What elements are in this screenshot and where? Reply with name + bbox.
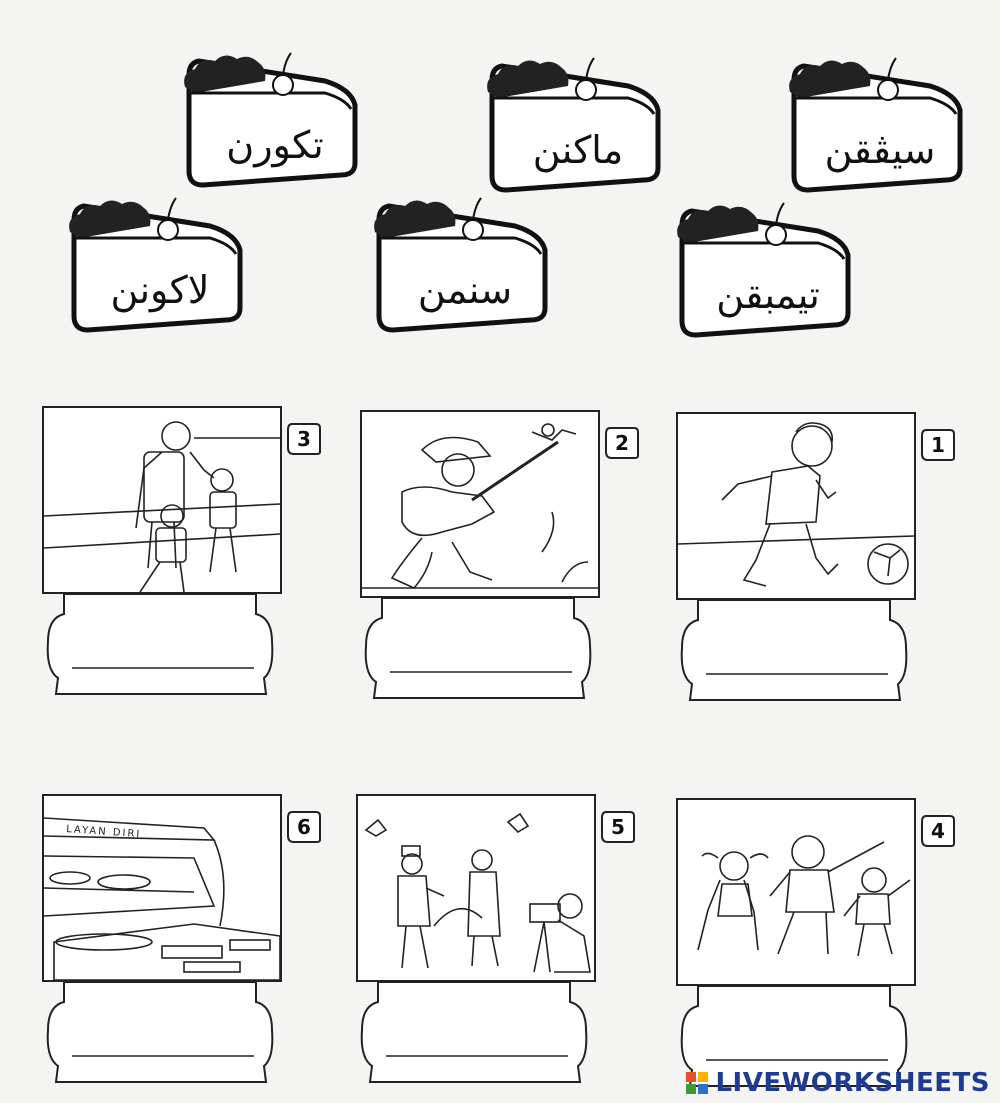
question-number: 5 bbox=[611, 815, 625, 839]
picture-frame bbox=[42, 406, 282, 594]
word-card-cake[interactable] bbox=[780, 50, 970, 200]
word-card-cake[interactable] bbox=[175, 45, 365, 195]
children-exercising-illustration bbox=[678, 800, 914, 984]
word-label: تكورن bbox=[226, 123, 324, 167]
question-number: 6 bbox=[297, 815, 311, 839]
word-label: ماكنن bbox=[532, 128, 624, 172]
picture-card bbox=[42, 406, 311, 706]
answer-box bbox=[42, 592, 282, 696]
word-label: لاكونن bbox=[110, 268, 210, 312]
answer-input[interactable] bbox=[702, 650, 896, 678]
picture-frame bbox=[676, 798, 916, 986]
answer-box bbox=[356, 980, 596, 1084]
filming-scene-illustration bbox=[358, 796, 594, 980]
picture-frame bbox=[356, 794, 596, 982]
answer-box bbox=[42, 980, 282, 1084]
cake-icon bbox=[668, 195, 858, 345]
answer-input[interactable] bbox=[68, 644, 262, 672]
brand-text: LIVEWORKSHEETS bbox=[715, 1068, 990, 1098]
picture-card bbox=[42, 794, 311, 1094]
teacher-children-illustration bbox=[44, 408, 280, 592]
question-number-badge bbox=[920, 428, 956, 462]
question-number-badge bbox=[600, 810, 636, 844]
question-number: 2 bbox=[615, 431, 629, 455]
sign-text: LAYAN DIRI bbox=[65, 824, 142, 841]
question-number-badge bbox=[920, 814, 956, 848]
question-number-badge bbox=[286, 810, 322, 844]
question-number-badge bbox=[604, 426, 640, 460]
cake-icon bbox=[365, 190, 555, 340]
food-counter-illustration bbox=[44, 796, 280, 980]
answer-input[interactable] bbox=[382, 1032, 576, 1060]
cake-icon bbox=[60, 190, 250, 340]
word-card-cake[interactable] bbox=[668, 195, 858, 345]
question-number-badge bbox=[286, 422, 322, 456]
word-card-cake[interactable] bbox=[478, 50, 668, 200]
answer-input[interactable] bbox=[68, 1032, 262, 1060]
boy-kicking-ball-illustration bbox=[678, 414, 914, 598]
word-card-cake[interactable] bbox=[60, 190, 250, 340]
word-label: سيڤقن bbox=[824, 128, 936, 172]
answer-box bbox=[360, 596, 600, 700]
answer-input[interactable] bbox=[702, 1036, 896, 1064]
picture-frame bbox=[42, 794, 282, 982]
hunter-shooting-illustration bbox=[362, 412, 598, 596]
picture-card bbox=[676, 798, 945, 1098]
picture-card bbox=[676, 412, 945, 712]
picture-frame bbox=[676, 412, 916, 600]
liveworksheets-logo-icon bbox=[685, 1071, 711, 1095]
cake-icon bbox=[780, 50, 970, 200]
question-number: 3 bbox=[297, 427, 311, 451]
answer-box bbox=[676, 598, 916, 702]
cake-icon bbox=[478, 50, 668, 200]
word-label: تيمبقن bbox=[716, 273, 820, 317]
liveworksheets-brand bbox=[685, 1069, 990, 1097]
question-number: 4 bbox=[931, 819, 945, 843]
picture-card bbox=[356, 794, 625, 1094]
picture-frame bbox=[360, 410, 600, 598]
answer-input[interactable] bbox=[386, 648, 580, 676]
word-card-cake[interactable] bbox=[365, 190, 555, 340]
picture-card bbox=[360, 410, 629, 710]
word-label: سنمن bbox=[417, 268, 513, 312]
cake-icon bbox=[175, 45, 365, 195]
question-number: 1 bbox=[931, 433, 945, 457]
